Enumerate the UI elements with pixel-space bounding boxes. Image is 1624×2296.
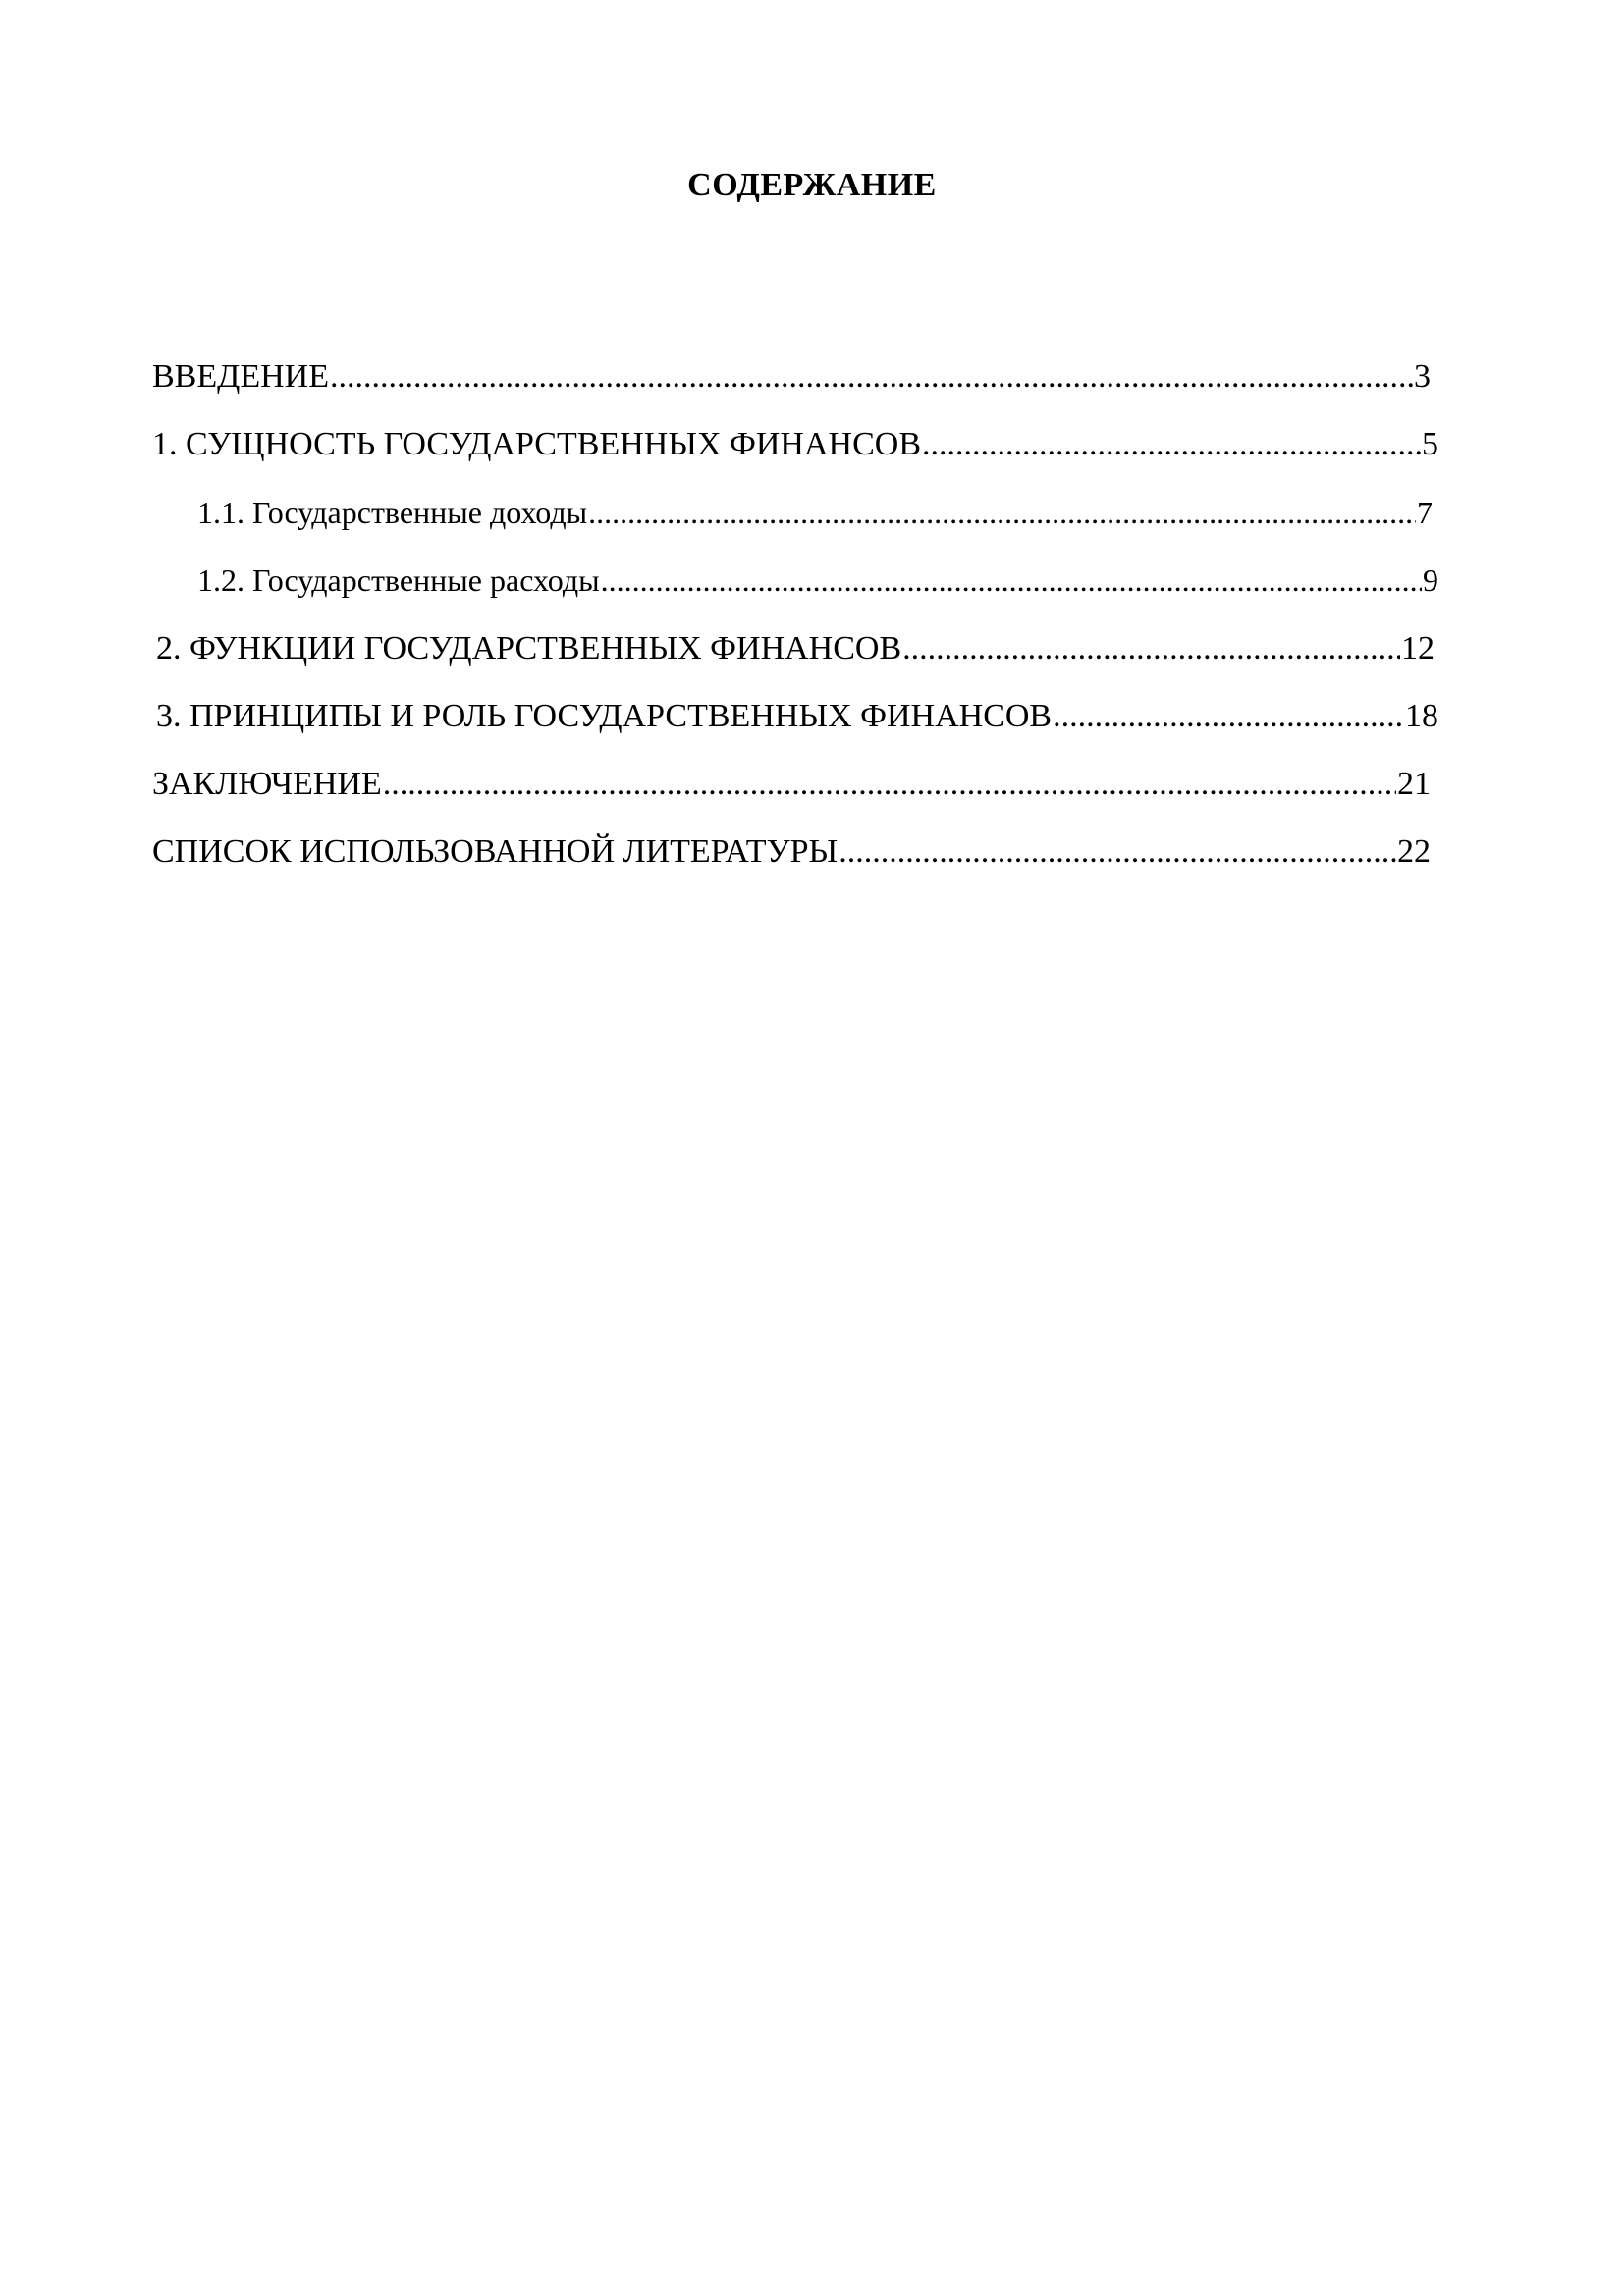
toc-entry-references[interactable] — [152, 833, 1431, 882]
toc-entry-page: 9 — [1423, 562, 1438, 598]
toc-entry-label: 1.2. Государственные расходы — [197, 562, 600, 598]
dot-leader — [839, 833, 1396, 871]
toc-entry-section-1-2[interactable] — [197, 562, 1438, 612]
toc-entry-chapter-2[interactable] — [156, 630, 1435, 679]
toc-entry-page: 5 — [1422, 426, 1438, 462]
toc-entry-label: ЗАКЛЮЧЕНИЕ — [152, 766, 382, 802]
toc-heading: СОДЕРЖАНИЕ — [687, 167, 937, 203]
dot-leader — [902, 630, 1400, 667]
toc-entry-label: 3. ПРИНЦИПЫ И РОЛЬ ГОСУДАРСТВЕННЫХ ФИНАНСОВ — [156, 698, 1053, 734]
toc-entry-page: 3 — [1414, 358, 1431, 395]
toc-entry-page: 22 — [1397, 833, 1431, 870]
toc-entry-label: ВВЕДЕНИЕ — [152, 358, 329, 395]
dot-leader — [601, 562, 1422, 599]
dot-leader — [922, 426, 1421, 463]
toc-entry-page: 12 — [1401, 630, 1435, 667]
toc-entry-page: 18 — [1405, 698, 1438, 734]
toc-entry-label: 1.1. Государственные доходы — [197, 495, 588, 530]
toc-entry-page: 7 — [1417, 495, 1433, 530]
toc-entry-chapter-3[interactable] — [156, 698, 1438, 747]
toc-entry-conclusion[interactable] — [152, 766, 1431, 815]
toc-entry-label: 1. СУЩНОСТЬ ГОСУДАРСТВЕННЫХ ФИНАНСОВ — [152, 426, 921, 462]
dot-leader — [1053, 698, 1404, 735]
dot-leader — [588, 495, 1416, 531]
toc-entry-section-1-1[interactable] — [197, 495, 1433, 544]
dot-leader — [383, 766, 1396, 803]
toc-entry-label: СПИСОК ИСПОЛЬЗОВАННОЙ ЛИТЕРАТУРЫ — [152, 833, 839, 870]
dot-leader — [330, 358, 1413, 396]
toc-entry-introduction[interactable] — [152, 358, 1431, 407]
toc-entry-chapter-1[interactable] — [152, 426, 1438, 475]
toc-entry-page: 21 — [1397, 766, 1431, 802]
toc-entry-label: 2. ФУНКЦИИ ГОСУДАРСТВЕННЫХ ФИНАНСОВ — [156, 630, 902, 667]
